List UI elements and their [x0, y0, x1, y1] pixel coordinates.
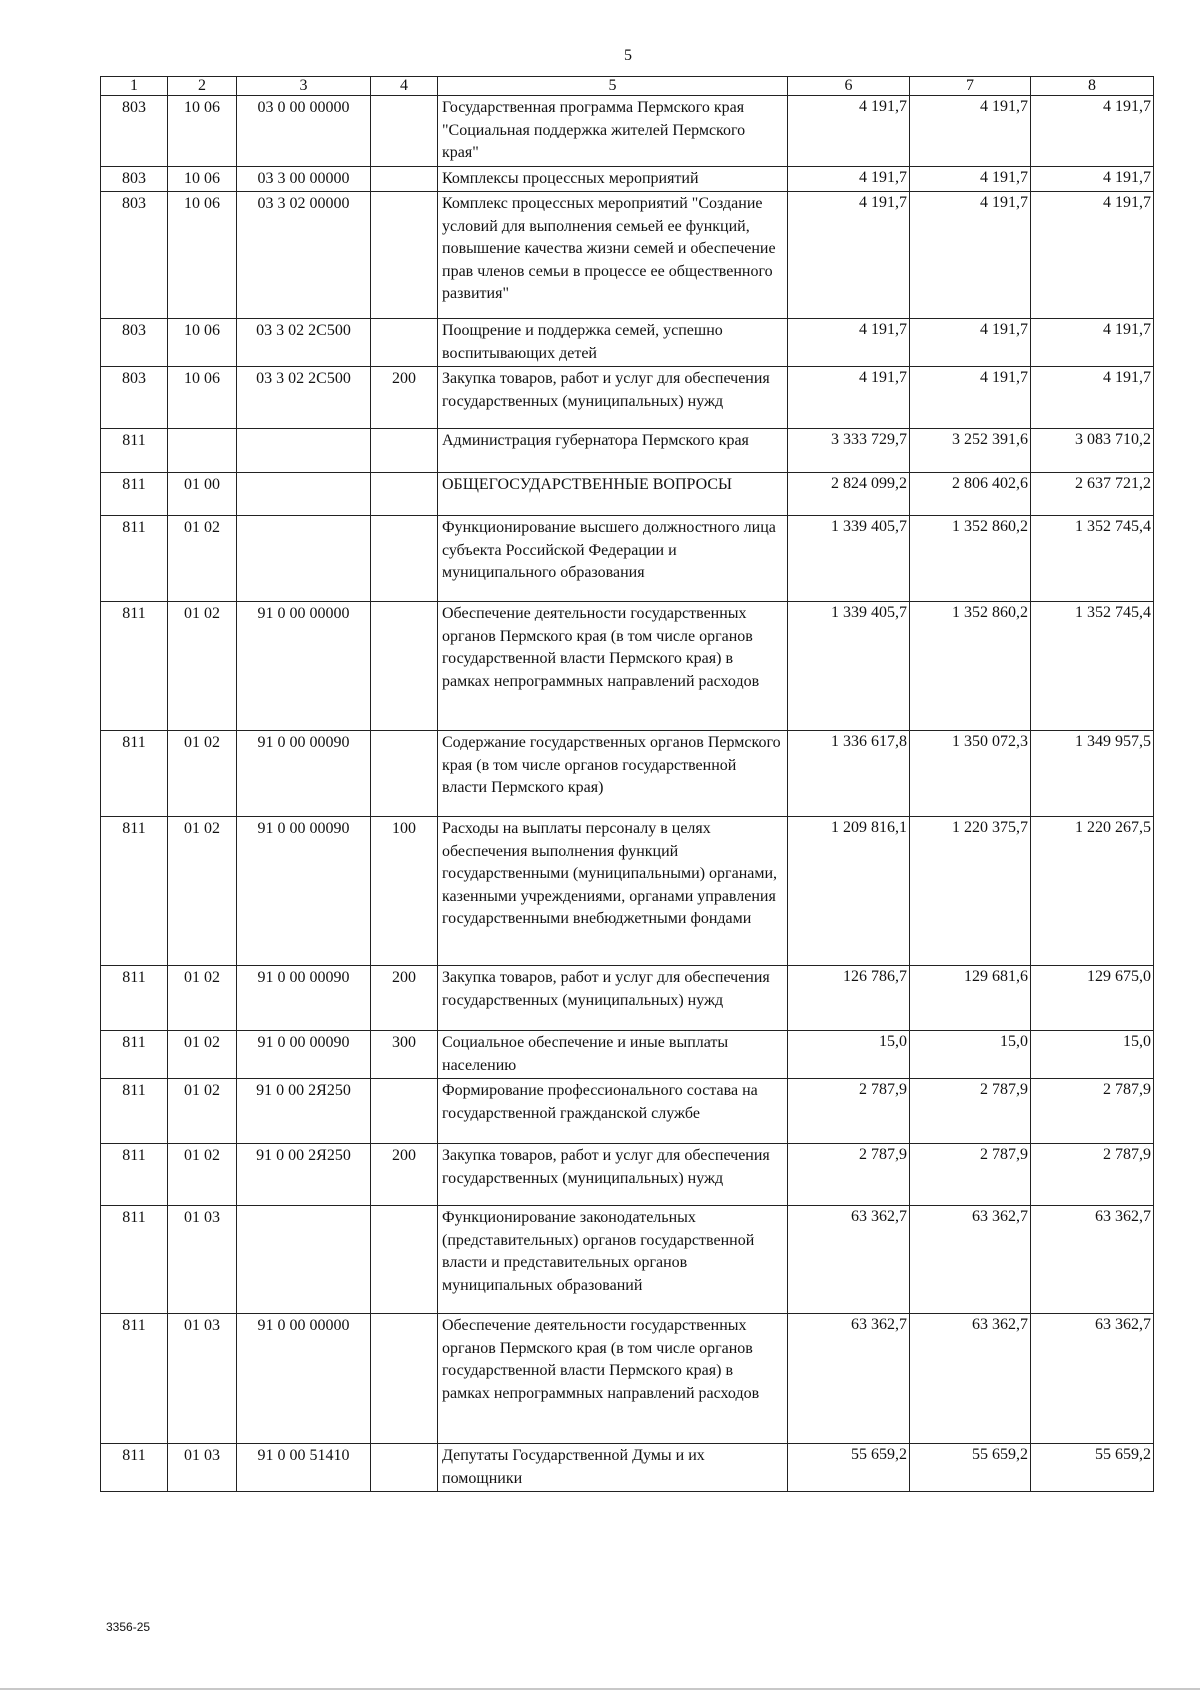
table-cell-col-2: 01 02 [168, 966, 237, 1031]
table-cell-col-1: 803 [101, 96, 168, 167]
table-row [101, 473, 1154, 516]
header-cell: 1 [101, 77, 168, 96]
table-cell-col-3 [237, 429, 371, 473]
table-cell-col-1: 811 [101, 817, 168, 966]
scan-edge-line [0, 1688, 1200, 1690]
table-cell-col-8: 1 349 957,5 [1031, 731, 1154, 817]
table-cell-col-5: Социальное обеспечение и иные выплаты населению [438, 1031, 788, 1079]
table-cell-col-2 [168, 429, 237, 473]
table-cell-col-4: 200 [371, 1144, 438, 1206]
table-cell-col-5: Поощрение и поддержка семей, успешно воспитывающих детей [438, 319, 788, 367]
table-cell-col-6: 4 191,7 [788, 166, 910, 192]
table-cell-col-2: 01 03 [168, 1444, 237, 1492]
table-cell-col-1: 811 [101, 1031, 168, 1079]
table-cell-col-8: 1 352 745,4 [1031, 602, 1154, 731]
table-cell-col-6: 63 362,7 [788, 1314, 910, 1444]
table-cell-col-2: 10 06 [168, 367, 237, 429]
table-row [101, 429, 1154, 473]
table-cell-col-2: 01 02 [168, 602, 237, 731]
header-cell: 5 [438, 77, 788, 96]
table-cell-col-7: 4 191,7 [910, 96, 1031, 167]
table-cell-col-7: 4 191,7 [910, 166, 1031, 192]
document-code: 3356-25 [106, 1620, 151, 1634]
table-cell-col-1: 811 [101, 1206, 168, 1314]
table-cell-col-5: ОБЩЕГОСУДАРСТВЕННЫЕ ВОПРОСЫ [438, 473, 788, 516]
table-cell-col-2: 01 03 [168, 1314, 237, 1444]
table-cell-col-3: 91 0 00 51410 [237, 1444, 371, 1492]
table-cell-col-5: Государственная программа Пермского края "Социальная поддержка жителей Пермского края" [438, 96, 788, 167]
table-cell-col-7: 4 191,7 [910, 319, 1031, 367]
table-cell-col-5: Комплекс процессных мероприятий "Создание условий для выполнения семьей ее функций, повышение качества жизни семей и обеспечение прав членов семьи в процессе ее общественного развития" [438, 192, 788, 319]
table-cell-col-3: 91 0 00 2Я250 [237, 1144, 371, 1206]
table-row [101, 1206, 1154, 1314]
table-cell-col-3: 03 3 02 2С500 [237, 319, 371, 367]
table-cell-col-2: 01 00 [168, 473, 237, 516]
table-cell-col-1: 811 [101, 1144, 168, 1206]
table-cell-col-6: 55 659,2 [788, 1444, 910, 1492]
table-cell-col-1: 803 [101, 166, 168, 192]
table-cell-col-5: Обеспечение деятельности государственных органов Пермского края (в том числе органов государственной власти Пермского края) в рамках непрограммных направлений расходов [438, 602, 788, 731]
table-cell-col-4: 300 [371, 1031, 438, 1079]
table-cell-col-5: Содержание государственных органов Пермского края (в том числе органов государственной власти Пермского края) [438, 731, 788, 817]
table-row [101, 1144, 1154, 1206]
table-cell-col-4 [371, 602, 438, 731]
table-cell-col-8: 2 787,9 [1031, 1079, 1154, 1144]
table-cell-col-7: 1 220 375,7 [910, 817, 1031, 966]
table-cell-col-1: 811 [101, 966, 168, 1031]
table-cell-col-2: 10 06 [168, 319, 237, 367]
header-cell: 4 [371, 77, 438, 96]
table-cell-col-6: 1 339 405,7 [788, 516, 910, 602]
table-cell-col-4 [371, 516, 438, 602]
table-cell-col-2: 10 06 [168, 166, 237, 192]
table-cell-col-6: 2 787,9 [788, 1144, 910, 1206]
table-cell-col-8: 63 362,7 [1031, 1314, 1154, 1444]
table-cell-col-8: 63 362,7 [1031, 1206, 1154, 1314]
table-cell-col-5: Обеспечение деятельности государственных органов Пермского края (в том числе органов государственной власти Пермского края) в рамках непрограммных направлений расходов [438, 1314, 788, 1444]
table-cell-col-8: 4 191,7 [1031, 319, 1154, 367]
table-cell-col-6: 1 209 816,1 [788, 817, 910, 966]
table-cell-col-4 [371, 1206, 438, 1314]
table-cell-col-8: 129 675,0 [1031, 966, 1154, 1031]
table-cell-col-3: 03 3 02 00000 [237, 192, 371, 319]
table-cell-col-4 [371, 319, 438, 367]
table-cell-col-5: Функционирование законодательных (представительных) органов государственной власти и представительных органов муниципальных образований [438, 1206, 788, 1314]
table-cell-col-7: 1 350 072,3 [910, 731, 1031, 817]
table-cell-col-4 [371, 731, 438, 817]
table-cell-col-6: 4 191,7 [788, 96, 910, 167]
table-cell-col-8: 4 191,7 [1031, 367, 1154, 429]
table-cell-col-3: 03 3 00 00000 [237, 166, 371, 192]
table-cell-col-4 [371, 166, 438, 192]
table-cell-col-2: 01 02 [168, 731, 237, 817]
table-cell-col-6: 4 191,7 [788, 319, 910, 367]
table-row [101, 817, 1154, 966]
table-cell-col-3 [237, 473, 371, 516]
table-cell-col-8: 55 659,2 [1031, 1444, 1154, 1492]
table-cell-col-7: 2 787,9 [910, 1079, 1031, 1144]
table-cell-col-7: 129 681,6 [910, 966, 1031, 1031]
table-cell-col-4 [371, 1079, 438, 1144]
table-cell-col-7: 55 659,2 [910, 1444, 1031, 1492]
table-row [101, 96, 1154, 167]
table-cell-col-3: 91 0 00 2Я250 [237, 1079, 371, 1144]
table-cell-col-6: 4 191,7 [788, 192, 910, 319]
table-cell-col-6: 2 787,9 [788, 1079, 910, 1144]
table-row [101, 166, 1154, 192]
table-cell-col-4: 200 [371, 966, 438, 1031]
table-cell-col-3: 91 0 00 00090 [237, 1031, 371, 1079]
table-cell-col-7: 1 352 860,2 [910, 516, 1031, 602]
table-row [101, 966, 1154, 1031]
table-cell-col-1: 803 [101, 367, 168, 429]
table-cell-col-3: 03 0 00 00000 [237, 96, 371, 167]
table-row [101, 367, 1154, 429]
table-cell-col-5: Администрация губернатора Пермского края [438, 429, 788, 473]
table-cell-col-2: 01 02 [168, 516, 237, 602]
header-row [101, 77, 1154, 96]
table-cell-col-3 [237, 1206, 371, 1314]
table-cell-col-5: Закупка товаров, работ и услуг для обеспечения государственных (муниципальных) нужд [438, 367, 788, 429]
table-cell-col-7: 2 787,9 [910, 1144, 1031, 1206]
table-cell-col-5: Функционирование высшего должностного лица субъекта Российской Федерации и муниципального образования [438, 516, 788, 602]
header-cell: 6 [788, 77, 910, 96]
table-cell-col-7: 63 362,7 [910, 1206, 1031, 1314]
table-cell-col-2: 01 03 [168, 1206, 237, 1314]
table-cell-col-7: 15,0 [910, 1031, 1031, 1079]
table-row [101, 731, 1154, 817]
table-cell-col-3: 03 3 02 2С500 [237, 367, 371, 429]
table-cell-col-3: 91 0 00 00000 [237, 1314, 371, 1444]
table-cell-col-1: 811 [101, 1444, 168, 1492]
table-cell-col-4 [371, 429, 438, 473]
table-cell-col-1: 811 [101, 516, 168, 602]
table-cell-col-6: 4 191,7 [788, 367, 910, 429]
table-cell-col-1: 811 [101, 602, 168, 731]
table-cell-col-1: 811 [101, 429, 168, 473]
table-row [101, 1079, 1154, 1144]
table-cell-col-1: 811 [101, 1314, 168, 1444]
table-cell-col-8: 4 191,7 [1031, 166, 1154, 192]
table-cell-col-4 [371, 473, 438, 516]
table-cell-col-3: 91 0 00 00090 [237, 731, 371, 817]
table-cell-col-8: 2 787,9 [1031, 1144, 1154, 1206]
table-cell-col-2: 01 02 [168, 1031, 237, 1079]
table-cell-col-8: 15,0 [1031, 1031, 1154, 1079]
table-cell-col-3: 91 0 00 00090 [237, 817, 371, 966]
table-cell-col-7: 4 191,7 [910, 367, 1031, 429]
table-cell-col-6: 1 336 617,8 [788, 731, 910, 817]
table-row [101, 319, 1154, 367]
table-cell-col-4 [371, 1444, 438, 1492]
table-cell-col-4: 200 [371, 367, 438, 429]
table-body [101, 96, 1154, 1492]
table-row [101, 1031, 1154, 1079]
table-cell-col-4 [371, 1314, 438, 1444]
header-cell: 3 [237, 77, 371, 96]
table-cell-col-8: 2 637 721,2 [1031, 473, 1154, 516]
table-cell-col-5: Расходы на выплаты персоналу в целях обеспечения выполнения функций государственными (муниципальными) органами, казенными учреждениями, органами управления государственными внебюджетными фондами [438, 817, 788, 966]
table-cell-col-2: 01 02 [168, 1079, 237, 1144]
table-cell-col-1: 803 [101, 192, 168, 319]
table-cell-col-2: 10 06 [168, 96, 237, 167]
table-cell-col-8: 1 352 745,4 [1031, 516, 1154, 602]
table-cell-col-7: 2 806 402,6 [910, 473, 1031, 516]
table-cell-col-7: 1 352 860,2 [910, 602, 1031, 731]
table-cell-col-4: 100 [371, 817, 438, 966]
table-cell-col-2: 10 06 [168, 192, 237, 319]
table-row [101, 602, 1154, 731]
table-cell-col-2: 01 02 [168, 1144, 237, 1206]
table-cell-col-5: Депутаты Государственной Думы и их помощники [438, 1444, 788, 1492]
table-cell-col-4 [371, 192, 438, 319]
table-cell-col-8: 1 220 267,5 [1031, 817, 1154, 966]
table-cell-col-8: 4 191,7 [1031, 96, 1154, 167]
table-cell-col-5: Комплексы процессных мероприятий [438, 166, 788, 192]
table-cell-col-8: 3 083 710,2 [1031, 429, 1154, 473]
table-cell-col-5: Закупка товаров, работ и услуг для обеспечения государственных (муниципальных) нужд [438, 966, 788, 1031]
table-cell-col-4 [371, 96, 438, 167]
table-cell-col-2: 01 02 [168, 817, 237, 966]
table-cell-col-6: 2 824 099,2 [788, 473, 910, 516]
table-cell-col-6: 15,0 [788, 1031, 910, 1079]
table-row [101, 1444, 1154, 1492]
table-cell-col-5: Закупка товаров, работ и услуг для обеспечения государственных (муниципальных) нужд [438, 1144, 788, 1206]
table-cell-col-1: 811 [101, 731, 168, 817]
table-cell-col-3: 91 0 00 00000 [237, 602, 371, 731]
table-cell-col-6: 3 333 729,7 [788, 429, 910, 473]
table-cell-col-3: 91 0 00 00090 [237, 966, 371, 1031]
table-row [101, 1314, 1154, 1444]
table-cell-col-7: 4 191,7 [910, 192, 1031, 319]
table-cell-col-6: 1 339 405,7 [788, 602, 910, 731]
header-cell: 8 [1031, 77, 1154, 96]
table-cell-col-6: 63 362,7 [788, 1206, 910, 1314]
header-cell: 2 [168, 77, 237, 96]
table-cell-col-1: 811 [101, 1079, 168, 1144]
header-cell: 7 [910, 77, 1031, 96]
table-cell-col-7: 3 252 391,6 [910, 429, 1031, 473]
table-cell-col-1: 811 [101, 473, 168, 516]
table-row [101, 516, 1154, 602]
table-row [101, 192, 1154, 319]
table-cell-col-5: Формирование профессионального состава на государственной гражданской службе [438, 1079, 788, 1144]
table-cell-col-8: 4 191,7 [1031, 192, 1154, 319]
table-cell-col-1: 803 [101, 319, 168, 367]
table-cell-col-3 [237, 516, 371, 602]
budget-table [100, 76, 1154, 1492]
table-cell-col-6: 126 786,7 [788, 966, 910, 1031]
page-number: 5 [624, 47, 632, 64]
table-cell-col-7: 63 362,7 [910, 1314, 1031, 1444]
